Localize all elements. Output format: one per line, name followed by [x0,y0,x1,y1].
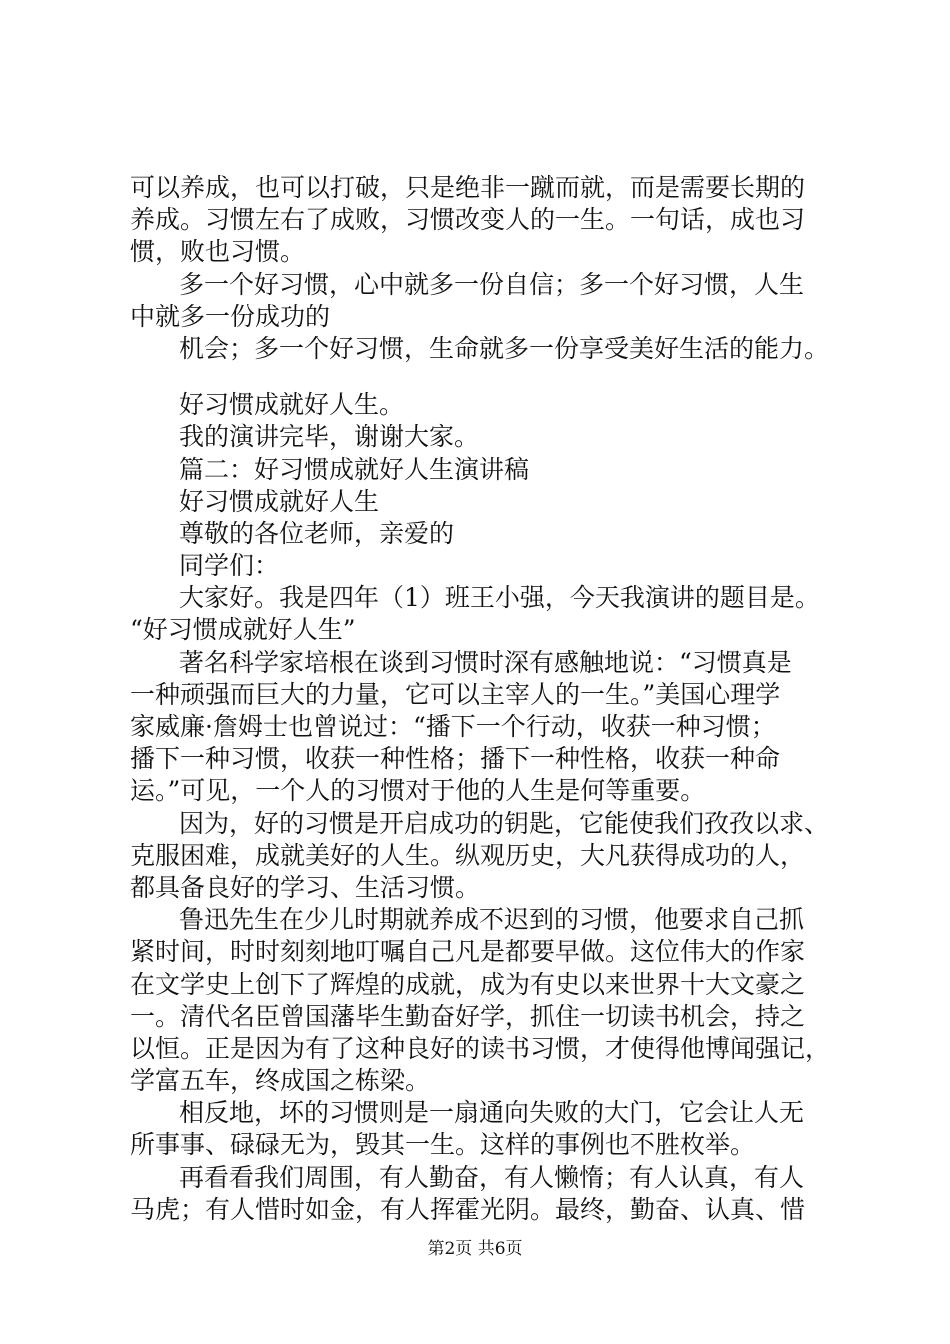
text-line: 多一个好习惯，心中就多一份自信；多一个好习惯，人生 [179,269,805,299]
paragraph-gap [130,365,850,389]
page-footer [0,1238,950,1260]
section-heading: 篇二：好习惯成就好人生演讲稿 [179,454,530,484]
text-line: 同学们： [179,551,280,581]
text-line: 相反地，坏的习惯则是一扇通向失败的大门，它会让人无 [179,1098,805,1128]
text-line: 紧时间，时时刻刻地叮嘱自己凡是都要早做。这位伟大的作家 [130,937,806,967]
speech-title: 好习惯成就好人生 [179,486,380,516]
text-line: 鲁迅先生在少儿时期就养成不迟到的习惯，他要求自己抓 [179,905,805,935]
text-line: 我的演讲完毕，谢谢大家。 [179,422,480,452]
text-line: 在文学史上创下了辉煌的成就，成为有史以来世界十大文豪之 [130,969,806,999]
text-line: 中就多一份成功的 [130,301,331,331]
text-line: 大家好。我是四年（1）班王小强，今天我演讲的题目是。 [179,583,820,613]
text-line: 养成。习惯左右了成败，习惯改变人的一生。一句话，成也习 [130,205,806,235]
text-line: 播下一种习惯，收获一种性格；播下一种性格，收获一种命 [130,744,781,774]
text-line: 一种顽强而巨大的力量，它可以主宰人的一生。”美国心理学 [130,679,781,709]
text-line: 再看看我们周围，有人勤奋，有人懒惰；有人认真，有人 [179,1162,805,1192]
text-line: 所事事、碌碌无为，毁其一生。这样的事例也不胜枚举。 [130,1130,756,1160]
text-line: 可以养成，也可以打破，只是绝非一蹴而就，而是需要长期的 [130,173,806,202]
document-body [130,172,850,1226]
text-line: 都具备良好的学习、生活习惯。 [130,872,481,902]
text-line: 因为，好的习惯是开启成功的钥匙，它能使我们孜孜以求、 [179,808,830,838]
page-indicator: 第2页 共6页 [427,1239,523,1259]
text-line: 学富五车，终成国之栋梁。 [130,1066,431,1096]
text-line: 机会；多一个好习惯，生命就多一份享受美好生活的能力。 [179,333,830,363]
text-line: 家威廉·詹姆士也曾说过：“播下一个行动，收获一种习惯； [130,712,776,741]
text-line: 一。清代名臣曾国藩毕生勤奋好学，抓住一切读书机会，持之 [130,1001,806,1031]
text-line: 马虎；有人惜时如金，有人挥霍光阴。最终，勤奋、认真、惜 [130,1194,806,1224]
text-line: “好习惯成就好人生” [130,615,356,645]
text-line: 惯，败也习惯。 [130,237,306,267]
text-line: 以恒。正是因为有了这种良好的读书习惯，才使得他博闻强记， [130,1033,831,1063]
text-line: 运。”可见，一个人的习惯对于他的人生是何等重要。 [130,776,706,806]
text-line: 尊敬的各位老师，亲爱的 [179,518,455,548]
text-line: 克服困难，成就美好的人生。纵观历史，大凡获得成功的人， [130,840,806,870]
text-line: 著名科学家培根在谈到习惯时深有感触地说：“习惯真是 [179,647,792,677]
text-line: 好习惯成就好人生。 [179,390,405,420]
